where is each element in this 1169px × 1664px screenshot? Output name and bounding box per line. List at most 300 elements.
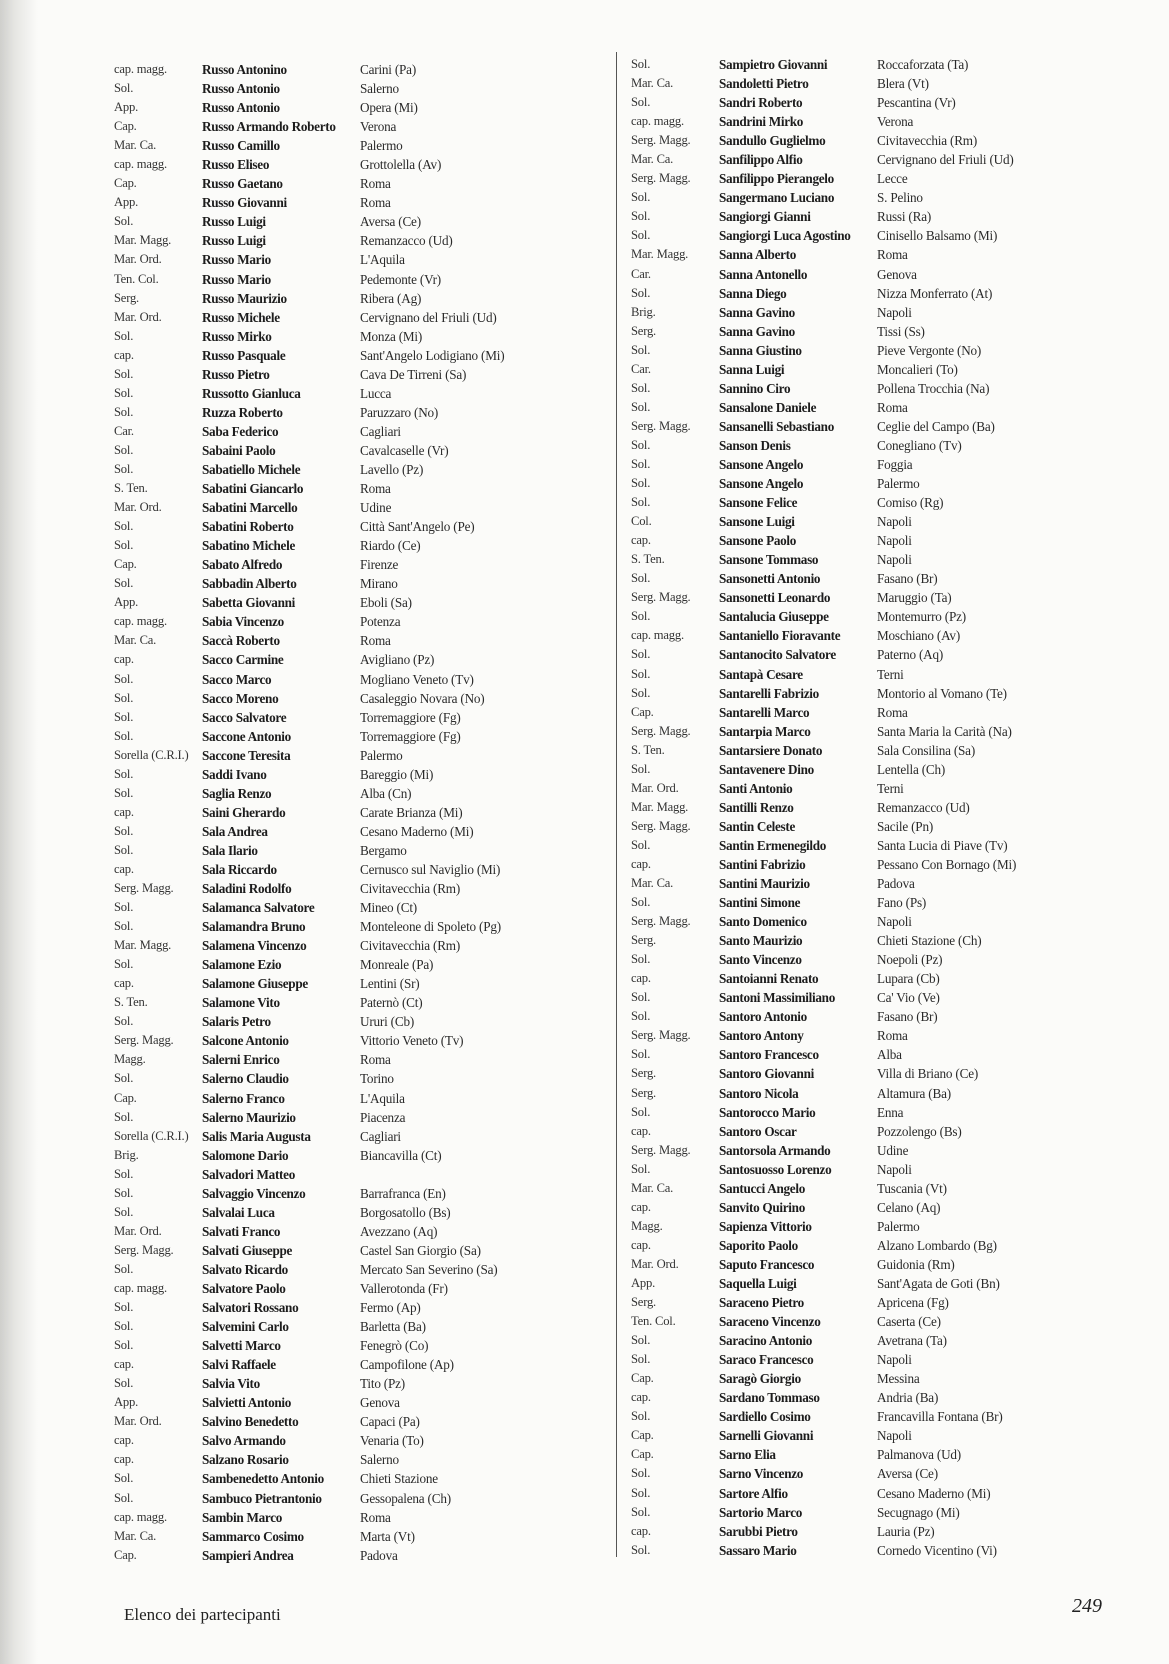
participant-place: Verona [877, 114, 914, 130]
participant-name: Salvato Ricardo [202, 1261, 288, 1277]
participant-name: Saraceno Vincenzo [719, 1314, 821, 1330]
participant-place: Pessano Con Bornago (Mi) [877, 856, 1017, 872]
participant-place: Terni [877, 780, 904, 796]
participant-row [114, 1241, 520, 1260]
participant-row [114, 803, 520, 822]
participant-place: Cesano Maderno (Mi) [360, 823, 474, 839]
participant-name: Sansone Felice [719, 495, 798, 511]
participant-row [114, 1508, 520, 1527]
participant-place: Venaria (To) [360, 1433, 424, 1449]
participant-row [114, 517, 520, 536]
participant-rank: Sol. [631, 1352, 651, 1367]
participant-place: Montemurro (Pz) [877, 609, 966, 625]
participant-rank: cap. [114, 1357, 134, 1372]
participant-rank: Mar. Ord. [114, 252, 162, 267]
participant-row [631, 645, 1037, 664]
participant-rank: Magg. [114, 1052, 146, 1067]
participant-place: Udine [877, 1142, 909, 1158]
participant-name: Sabbadin Alberto [202, 576, 297, 592]
participant-rank: Sol. [631, 476, 651, 491]
participant-name: Santoro Nicola [719, 1085, 799, 1101]
participant-row [114, 574, 520, 593]
participant-rank: Mar. Ca. [631, 76, 674, 91]
participant-place: Bareggio (Mi) [360, 766, 434, 782]
participant-rank: Sol. [114, 1185, 134, 1200]
participant-row [631, 1464, 1037, 1483]
participant-row [114, 746, 520, 765]
participant-place: Ururi (Cb) [360, 1014, 415, 1030]
participant-name: Sala Andrea [202, 823, 268, 839]
participant-name: Sabaini Paolo [202, 442, 276, 458]
participant-name: Sambin Marco [202, 1509, 283, 1525]
participant-place: Grottolella (Av) [360, 157, 442, 173]
participant-place: Salerno [360, 81, 399, 97]
participant-name: Sandri Roberto [719, 95, 803, 111]
participant-rank: S. Ten. [631, 742, 665, 757]
participant-name: Santoro Francesco [719, 1047, 819, 1063]
participant-rank: Sol. [114, 919, 134, 934]
participant-rank: Sol. [114, 709, 134, 724]
participant-place: Palermo [360, 138, 403, 154]
participant-name: Santarpia Marco [719, 723, 811, 739]
participant-place: Nizza Monferrato (At) [877, 285, 993, 301]
participant-rank: S. Ten. [114, 995, 148, 1010]
participant-row [114, 593, 520, 612]
participant-name: Santoro Antony [719, 1028, 804, 1044]
participant-rank: cap. magg. [114, 1281, 167, 1295]
participant-place: Pedemonte (Vr) [360, 271, 441, 287]
participant-rank: Car. [114, 423, 134, 438]
participant-place: Gessopalena (Ch) [360, 1490, 451, 1506]
participant-name: Santi Antonio [719, 780, 793, 796]
participant-row [114, 1184, 520, 1203]
participant-name: Sanna Diego [719, 285, 787, 301]
participant-row [631, 169, 1037, 188]
participant-row [631, 874, 1037, 893]
participant-name: Saquella Luigi [719, 1276, 797, 1291]
participant-name: Santanocito Salvatore [719, 647, 836, 663]
participant-name: Sansonetti Leonardo [719, 590, 831, 606]
participant-place: Genova [360, 1395, 400, 1411]
participant-row [631, 912, 1037, 931]
participant-row [114, 498, 520, 517]
participant-name: Santini Simone [719, 895, 801, 911]
participant-rank: cap. [114, 976, 134, 991]
participant-name: Salamanca Salvatore [202, 900, 315, 916]
participant-row [114, 1431, 520, 1450]
participant-name: Saracino Antonio [719, 1333, 813, 1349]
participant-rank: Sol. [631, 1504, 651, 1519]
participant-row [631, 1236, 1037, 1255]
participant-place: Monteleone di Spoleto (Pg) [360, 919, 501, 935]
participant-name: Sanson Denis [719, 437, 791, 453]
participant-place: Firenze [360, 557, 399, 573]
participant-name: Salamone Vito [202, 995, 280, 1011]
participant-place: Vittorio Veneto (Tv) [360, 1033, 464, 1049]
participant-place: Ceglie del Campo (Ba) [877, 418, 995, 434]
participant-rank: Sol. [114, 519, 134, 534]
participant-place: Paruzzaro (No) [360, 404, 439, 420]
participant-place: Fasano (Br) [877, 1009, 938, 1025]
participant-row [114, 1489, 520, 1508]
participant-place: Cesano Maderno (Mi) [877, 1485, 991, 1501]
participant-rank: Sol. [114, 842, 134, 857]
participant-rank: Sol. [114, 1109, 134, 1124]
participant-row [114, 365, 520, 384]
participant-rank: Cap. [631, 1428, 654, 1443]
participant-rank: Serg. Magg. [114, 1033, 174, 1048]
participant-place: Pescantina (Vr) [877, 95, 956, 111]
participant-place: Bergamo [360, 842, 407, 858]
participant-name: Salis Maria Augusta [202, 1128, 311, 1144]
participant-row [631, 1484, 1037, 1503]
participant-name: Sarubbi Pietro [719, 1523, 798, 1539]
participant-place: Barrafranca (En) [360, 1185, 446, 1201]
page-edge-shadow [0, 0, 38, 1664]
participant-rank: Sol. [631, 190, 651, 205]
participant-rank: Sol. [631, 571, 651, 586]
participant-name: Russotto Gianluca [202, 385, 301, 401]
participant-row [631, 1103, 1037, 1122]
participant-row [631, 493, 1037, 512]
participant-rank: Car. [631, 361, 651, 376]
participant-row [114, 1108, 520, 1127]
participant-rank: Sorella (C.R.I.) [114, 1128, 189, 1143]
participant-row [631, 703, 1037, 722]
participant-name: Sangermano Luciano [719, 190, 835, 206]
participant-place: Avezzano (Aq) [360, 1223, 438, 1239]
participant-name: Sansone Angelo [719, 476, 804, 492]
participant-place: Alba (Cn) [360, 785, 412, 801]
participant-place: Pollena Trocchia (Na) [877, 380, 990, 396]
participant-name: Salerno Maurizio [202, 1109, 296, 1125]
participant-name: Sabatini Giancarlo [202, 481, 304, 497]
participant-row [114, 955, 520, 974]
participant-place: Cervignano del Friuli (Ud) [360, 309, 497, 325]
participant-name: Sanna Giustino [719, 342, 802, 358]
participant-place: Sala Consilina (Sa) [877, 742, 976, 758]
participant-row [631, 1312, 1037, 1331]
participant-row [114, 1546, 520, 1565]
participant-name: Sandrini Mirko [719, 114, 804, 130]
participant-name: Sandullo Guglielmo [719, 133, 826, 149]
participant-row [114, 403, 520, 422]
participant-name: Sandoletti Pietro [719, 76, 809, 92]
participant-row [114, 1374, 520, 1393]
participant-name: Salvadori Matteo [202, 1166, 295, 1182]
participant-place: Napoli [877, 552, 912, 568]
participant-name: Salerni Enrico [202, 1052, 280, 1068]
participant-row [114, 993, 520, 1012]
participant-name: Sangiorgi Gianni [719, 209, 811, 225]
participant-row [631, 1369, 1037, 1388]
participant-place: Andria (Ba) [877, 1390, 939, 1406]
participant-place: Civitavecchia (Rm) [360, 938, 461, 954]
participant-place: Torremaggiore (Fg) [360, 709, 461, 725]
participant-row [114, 441, 520, 460]
participant-row [114, 212, 520, 231]
participant-place: Cernusco sul Naviglio (Mi) [360, 861, 501, 877]
participant-rank: Mar. Ca. [114, 138, 157, 153]
participant-rank: Mar. Ord. [114, 1414, 162, 1429]
participant-row [631, 1388, 1037, 1407]
participant-row [114, 555, 520, 574]
participant-row [631, 684, 1037, 703]
participant-rank: Sol. [631, 57, 651, 71]
participant-place: Salerno [360, 1452, 399, 1468]
participant-rank: Sol. [631, 666, 651, 681]
participant-row [631, 1407, 1037, 1426]
participant-rank: Car. [631, 266, 651, 281]
participant-name: Saini Gherardo [202, 804, 286, 820]
participant-name: Sansone Paolo [719, 533, 797, 549]
participant-rank: Sol. [114, 461, 134, 476]
participant-name: Salvemini Carlo [202, 1319, 289, 1335]
participant-row [114, 270, 520, 289]
participant-name: Saporito Paolo [719, 1237, 798, 1253]
participant-place: L'Aquila [360, 1090, 405, 1106]
participant-name: Salerno Claudio [202, 1071, 289, 1087]
participant-rank: Cap. [114, 176, 137, 191]
participant-place: Cervignano del Friuli (Ud) [877, 152, 1014, 168]
participant-row [631, 360, 1037, 379]
participant-row [631, 74, 1037, 93]
participant-place: Montorio al Vomano (Te) [877, 685, 1007, 701]
participant-name: Sannino Ciro [719, 380, 791, 396]
participant-rank: Mar. Ord. [114, 1223, 162, 1238]
participant-place: Mogliano Veneto (Tv) [360, 671, 474, 687]
participant-row [631, 93, 1037, 112]
participant-name: Russo Pietro [202, 366, 270, 382]
participant-row [114, 536, 520, 555]
participant-name: Sarnelli Giovanni [719, 1428, 814, 1444]
participant-row [631, 1217, 1037, 1236]
participant-name: Russo Giovanni [202, 195, 287, 211]
participant-place: Ribera (Ag) [360, 290, 422, 306]
participant-rank: cap. [114, 1433, 134, 1448]
participant-row [114, 708, 520, 727]
participant-place: Mirano [360, 576, 398, 592]
participant-row [114, 1298, 520, 1317]
participant-rank: Sol. [114, 1014, 134, 1029]
participant-rank: Sol. [631, 342, 651, 357]
participant-rank: S. Ten. [114, 481, 148, 496]
participant-name: Santaniello Fioravante [719, 628, 841, 644]
participant-name: Sanvito Quirino [719, 1199, 806, 1215]
participant-name: Sardiello Cosimo [719, 1409, 811, 1425]
participant-name: Salvino Benedetto [202, 1414, 299, 1430]
participant-name: Sabatiello Michele [202, 461, 301, 477]
participant-row [631, 112, 1037, 131]
participant-row [631, 284, 1037, 303]
participant-rank: Serg. Magg. [631, 418, 691, 433]
participant-place: Chieti Stazione (Ch) [877, 933, 982, 949]
participant-row [114, 822, 520, 841]
participant-place: Francavilla Fontana (Br) [877, 1409, 1003, 1425]
participant-rank: Mar. Magg. [114, 938, 172, 953]
participant-name: Sansanelli Sebastiano [719, 418, 834, 434]
participant-place: Avetrana (Ta) [877, 1333, 947, 1349]
participant-name: Saglia Renzo [202, 785, 272, 801]
participant-name: Sala Riccardo [202, 861, 277, 877]
participant-row [114, 612, 520, 631]
participant-rank: Sol. [631, 285, 651, 300]
participant-name: Saraco Francesco [719, 1352, 814, 1368]
participant-row [631, 1293, 1037, 1312]
participant-rank: cap. [631, 1199, 651, 1214]
participant-row [114, 1050, 520, 1069]
participant-row [114, 460, 520, 479]
participant-row [114, 1203, 520, 1222]
participant-place: Cavalcaselle (Vr) [360, 442, 449, 458]
participant-rank: Sol. [114, 576, 134, 591]
participant-row [631, 836, 1037, 855]
participant-rank: Sol. [631, 228, 651, 243]
participant-row [631, 207, 1037, 226]
participant-name: Russo Mario [202, 271, 271, 287]
participant-row [114, 136, 520, 155]
participant-rank: Sol. [114, 785, 134, 800]
participant-row [631, 1522, 1037, 1541]
participant-place: Monreale (Pa) [360, 957, 434, 973]
participant-name: Sacco Salvatore [202, 709, 287, 725]
participant-rank: cap. [114, 804, 134, 819]
participant-place: Fasano (Br) [877, 571, 938, 587]
participant-name: Salvetti Marco [202, 1338, 281, 1354]
participant-place: Pieve Vergonte (No) [877, 342, 982, 358]
participant-place: Moschiano (Av) [877, 628, 961, 644]
participant-place: Enna [877, 1104, 904, 1120]
participant-row [631, 665, 1037, 684]
participant-row [114, 289, 520, 308]
participant-name: Saraceno Pietro [719, 1295, 804, 1311]
participant-name: Saccone Antonio [202, 728, 291, 744]
participant-place: Santa Maria la Carità (Na) [877, 723, 1012, 739]
participant-rank: Sol. [631, 1104, 651, 1119]
participant-row [631, 779, 1037, 798]
participant-row [631, 245, 1037, 264]
participant-rank: Serg. Magg. [631, 818, 691, 833]
participant-row [631, 1084, 1037, 1103]
participant-rank: Magg. [631, 1218, 663, 1233]
participant-rank: App. [114, 1395, 139, 1410]
participant-name: Sansalone Daniele [719, 399, 817, 415]
participant-place: Paterno (Aq) [877, 647, 944, 663]
participant-place: Roma [360, 176, 391, 192]
participant-place: Secugnago (Mi) [877, 1504, 960, 1520]
participant-name: Santorsola Armando [719, 1142, 831, 1158]
participant-name: Sarno Vincenzo [719, 1466, 804, 1482]
participant-place: Aversa (Ce) [877, 1466, 938, 1482]
participant-name: Salvietti Antonio [202, 1395, 292, 1411]
participant-place: Villa di Briano (Ce) [877, 1066, 979, 1082]
participant-place: Lauria (Pz) [877, 1523, 935, 1539]
participant-place: Biancavilla (Ct) [360, 1147, 442, 1163]
participant-row [114, 1279, 520, 1298]
participant-row [114, 936, 520, 955]
participant-place: Cinisello Balsamo (Mi) [877, 228, 998, 244]
participant-rank: cap. [631, 1390, 651, 1405]
participant-place: Carate Brianza (Mi) [360, 804, 463, 820]
participant-rank: Sol. [114, 404, 134, 419]
participant-rank: cap. [631, 1237, 651, 1252]
participant-name: Sanfilippo Alfio [719, 152, 803, 168]
participant-row [631, 1160, 1037, 1179]
participant-rank: Serg. [631, 1295, 657, 1310]
participant-name: Salvatore Paolo [202, 1281, 286, 1296]
participant-place: Marta (Vt) [360, 1528, 415, 1544]
participant-rank: Sol. [114, 1319, 134, 1334]
participant-name: Santalucia Giuseppe [719, 609, 829, 625]
participant-row [631, 1198, 1037, 1217]
participant-place: Casaleggio Novara (No) [360, 690, 485, 706]
participant-name: Salamandra Bruno [202, 919, 306, 935]
participant-place: L'Aquila [360, 252, 405, 268]
participant-rank: Sol. [114, 1490, 134, 1505]
participant-name: Santoro Oscar [719, 1123, 797, 1139]
participant-rank: Sol. [114, 1204, 134, 1219]
participant-place: Napoli [877, 914, 912, 930]
participant-row [114, 155, 520, 174]
participant-row [631, 988, 1037, 1007]
participant-rank: Sol. [631, 1466, 651, 1481]
participant-rank: Serg. [631, 933, 657, 948]
participant-place: Napoli [877, 533, 912, 549]
participants-column-right [631, 55, 1037, 1560]
participant-row [631, 1274, 1037, 1293]
participant-row [631, 1122, 1037, 1141]
participant-place: Palermo [360, 747, 403, 763]
participant-name: Sardano Tommaso [719, 1390, 820, 1406]
participant-rank: Sol. [631, 895, 651, 910]
participant-rank: Sol. [114, 957, 134, 972]
participant-rank: Sol. [631, 1409, 651, 1424]
participant-place: Roma [877, 399, 908, 415]
participant-name: Saba Federico [202, 423, 279, 439]
participant-rank: Mar. Ord. [631, 780, 679, 795]
participant-name: Russo Antonio [202, 81, 280, 97]
participant-place: Civitavecchia (Rm) [360, 881, 461, 897]
participant-name: Salvati Giuseppe [202, 1242, 293, 1258]
participant-place: Apricena (Fg) [877, 1295, 949, 1311]
participant-place: Roma [877, 704, 908, 720]
participant-name: Sacco Moreno [202, 690, 279, 706]
participant-name: Russo Luigi [202, 214, 266, 230]
participant-name: Santavenere Dino [719, 761, 814, 777]
participant-rank: Sol. [114, 690, 134, 705]
participant-place: Sant'Angelo Lodigiano (Mi) [360, 347, 505, 363]
participant-row [631, 950, 1037, 969]
participant-name: Santapà Cesare [719, 666, 803, 682]
participant-rank: Sol. [631, 1485, 651, 1500]
participant-rank: Sol. [631, 647, 651, 662]
participant-place: Capaci (Pa) [360, 1414, 420, 1430]
participant-place: Cava De Tirreni (Sa) [360, 366, 467, 382]
participant-place: Santa Lucia di Piave (Tv) [877, 837, 1008, 853]
participant-name: Sanna Luigi [719, 361, 785, 377]
participant-row [114, 231, 520, 250]
participant-row [631, 188, 1037, 207]
participant-place: Città Sant'Angelo (Pe) [360, 519, 475, 535]
participant-rank: Mar. Magg. [631, 247, 689, 262]
participant-row [114, 974, 520, 993]
participant-place: Paternò (Ct) [360, 995, 423, 1011]
participant-row [114, 422, 520, 441]
participant-name: Sansone Luigi [719, 514, 795, 530]
participant-rank: Sol. [631, 209, 651, 224]
participant-name: Sabatino Michele [202, 538, 296, 554]
participant-place: Napoli [877, 304, 912, 320]
